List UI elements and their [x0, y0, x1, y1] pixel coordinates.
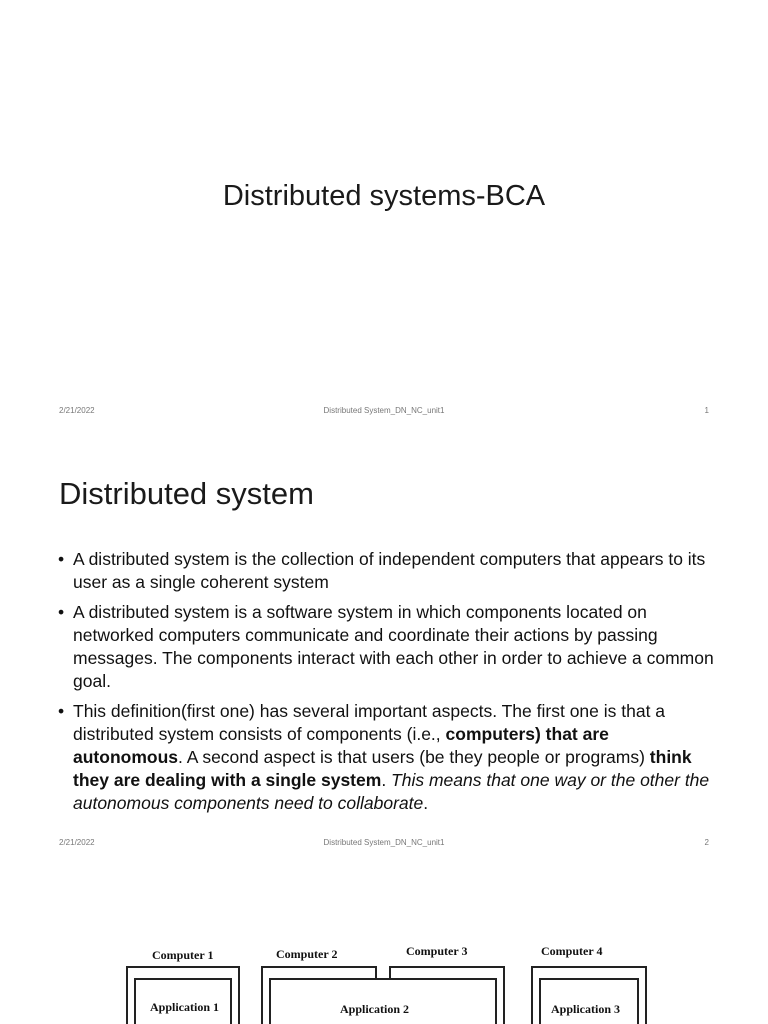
italic-text: This means that one way or the other the autonomous components need to collaborate [73, 770, 710, 813]
slide-title: Distributed system [59, 476, 314, 511]
slide-footer [0, 406, 768, 418]
bullet-text: A distributed system is the collection of independent computers that appears to its user as a single coherent system [73, 549, 706, 592]
bold-text: computers) that are autonomous [73, 724, 609, 767]
text-run: . A second aspect is that users (be they people or programs) [178, 747, 650, 767]
page-number: 2 [704, 838, 709, 847]
slide-1 [0, 0, 768, 432]
computer-label: Computer 2 [276, 947, 338, 961]
bullet-icon: • [58, 549, 65, 569]
application-label: Application 1 [150, 1000, 220, 1014]
text-run: . [423, 793, 429, 813]
bullet-list [58, 548, 718, 822]
computer-label: Computer 3 [406, 944, 468, 958]
footer-title: Distributed System_DN_NC_unit1 [323, 838, 445, 847]
bullet-text: A distributed system is a software system in which components located on networked computers communicate and coordinate their actions by passing messages. The components interact with each other in order to achieve a common goal. [73, 602, 714, 691]
bullet-item [58, 601, 718, 693]
bullet-item [58, 548, 718, 594]
slide-title: Distributed systems-BCA [222, 180, 546, 212]
application-box [269, 978, 497, 1024]
bullet-icon: • [58, 602, 65, 622]
bullet-item [58, 700, 718, 815]
computer-label: Computer 4 [541, 944, 603, 958]
footer-date: 2/21/2022 [59, 838, 95, 847]
bullet-text [73, 701, 709, 813]
page-number: 1 [704, 406, 709, 415]
text-run: This definition(first one) has several important aspects. The first one is that a distributed system consists of components (i.e., [73, 701, 666, 744]
bullet-icon: • [58, 701, 65, 721]
slide-footer [0, 838, 768, 850]
bold-text: think they are dealing with a single system [73, 747, 692, 790]
distributed-system-diagram [124, 936, 644, 1024]
footer-title: Distributed System_DN_NC_unit1 [323, 406, 445, 415]
text-run: . [381, 770, 392, 790]
application-label: Application 2 [340, 1002, 410, 1016]
footer-date: 2/21/2022 [59, 406, 95, 415]
slide-2 [0, 432, 768, 864]
slide-3 [0, 864, 768, 1024]
application-label: Application 3 [551, 1002, 621, 1016]
application-box [539, 978, 639, 1024]
computer-label: Computer 1 [152, 948, 214, 962]
